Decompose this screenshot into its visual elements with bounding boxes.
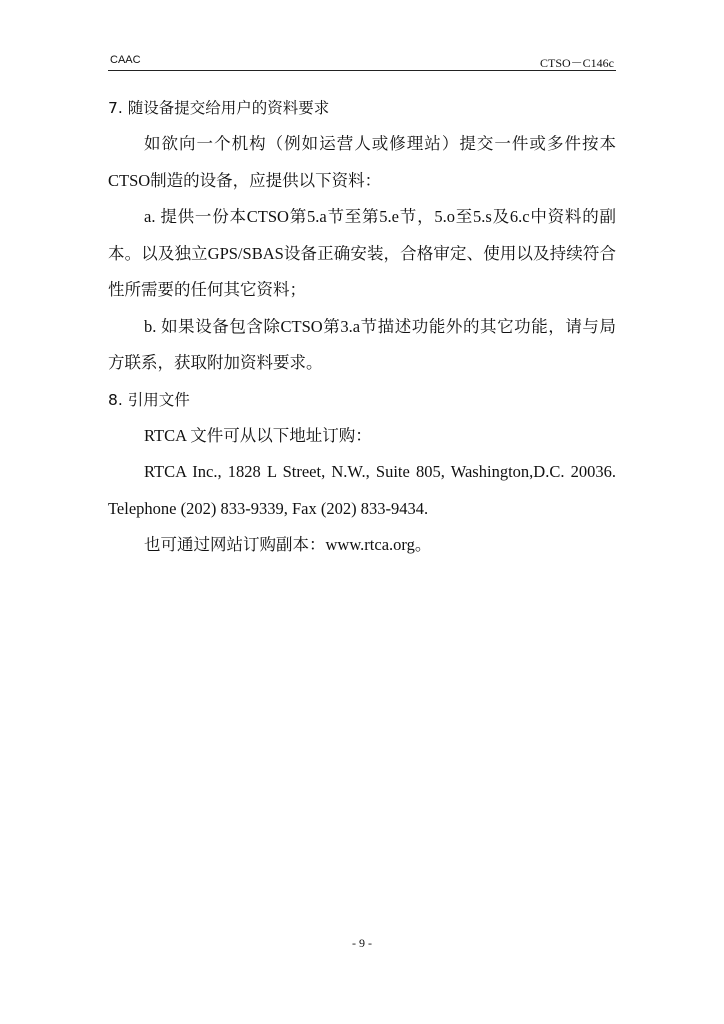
page-header (108, 52, 616, 71)
section-7-item-a: a. 提供一份本CTSO第5.a节至第5.e节，5.o至5.s及6.c中资料的副本。以及独立GPS/SBAS设备正确安装，合格审定、使用以及持续符合性所需要的任何其它资料； (108, 207, 616, 299)
section-8-address: RTCA Inc., 1828 L Street, N.W., Suite 805, Washington,D.C. 20036. Telephone (202) 833-9339, Fax (202) 833-9434. (108, 462, 616, 518)
header-org: CAAC (110, 54, 141, 66)
page-number: - 9 - (352, 936, 372, 950)
section-8-line1: RTCA 文件可从以下地址订购： (144, 425, 372, 445)
page-body (108, 90, 616, 564)
section-8-web: 也可通过网站订购副本：www.rtca.org。 (144, 535, 432, 554)
section-7-intro: 如欲向一个机构（例如运营人或修理站）提交一件或多件按本CTSO制造的设备，应提供以下资料： (108, 134, 616, 190)
section-8-heading: 8. 引用文件 (108, 390, 190, 409)
section-7-item-b: b. 如果设备包含除CTSO第3.a节描述功能外的其它功能，请与局方联系，获取附加资料要求。 (108, 316, 616, 372)
section-7-heading: 7. 随设备提交给用户的资料要求 (108, 99, 330, 117)
header-doc-id: CTSO－C146c (539, 56, 614, 70)
